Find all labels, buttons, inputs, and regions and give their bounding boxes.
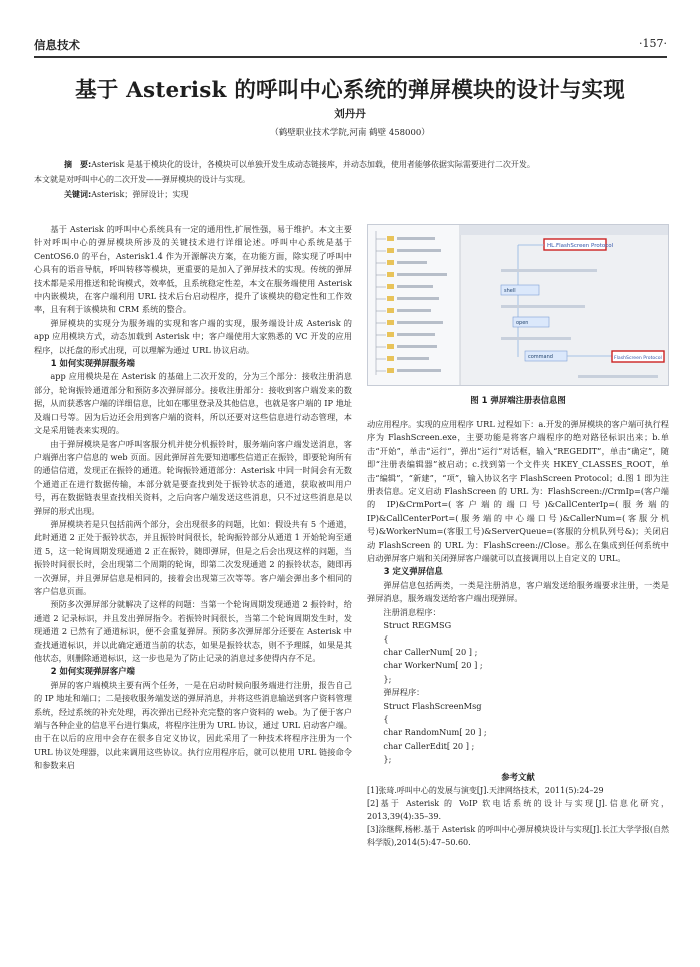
fig-label-shell: shell: [504, 288, 516, 294]
intro-paragraph-2: 弹屏模块的实现分为服务端的实现和客户端的实现，服务端设计成 Asterisk 的 app 应用模块方式，动态加载到 Asterisk 中；客户端使用大家熟悉的 VC 开发的应用程序，以托盘的形式出现，可以理解为通过 URL 协议启动。: [34, 317, 352, 355]
code-line: char CallerEdit[ 20 ] ;: [383, 740, 475, 751]
keywords-label: 关键词:: [64, 190, 92, 199]
abstract-line-1: [34, 157, 667, 172]
author: 刘丹丹: [334, 108, 366, 120]
section1-paragraph-4: 预防多次弹屏部分就解决了这样的问题：当第一个轮询周期发现通道 2 振铃时，给通道 2 记录标识，并且发出弹屏指令。若振铃时间很长，当第二个轮询周期发生时，发现通道 2 已然有了通道标识，便不会重复弹屏。预防多次弹屏部分还要在 Asterisk 中查找通道标识，并以此确定通道当前的状态，如果是振铃状态，则不予理睬，如果是其他状态，则删除通道标识，这一步也是为了防止记录的消息过多使得内存不足。: [34, 599, 352, 663]
abstract-block: [34, 157, 667, 202]
section1-paragraph-2: 由于弹屏模块是客户呼叫客服分机并使分机振铃时，服务端向客户端发送消息，客户端弹出客户信息的 web 页面。因此弹屏首先要知道哪些信道正在振铃，即要轮询所有的通信信道，发现正在振铃的通道。轮询振铃通道部分：Asterisk 中同一时间会有无数个通道正在进行数据传输，本部分就是要查找到处于振铃状态的通道，获取被叫用户号，再在数据链表里查找相关资料，之后向客户端发送这些消息，只不过这些消息是以弹屏的形式出现。: [34, 438, 352, 516]
code-line: char WorkerNum[ 20 ] ;: [383, 660, 483, 671]
section-heading-3: 3 定义弹屏信息: [383, 566, 443, 577]
figure-caption: 图 1 弹屏端注册表信息图: [470, 395, 566, 405]
code-line: char CallerNum[ 20 ] ;: [383, 646, 478, 657]
right-column: [367, 418, 669, 849]
registry-screenshot-figure: [367, 224, 669, 386]
paper-title: 基于 Asterisk 的呼叫中心系统的弹屏模块的设计与实现: [75, 78, 625, 103]
code-line: {: [383, 713, 389, 724]
section1-paragraph-1: app 应用模块是在 Asterisk 的基础上二次开发的，分为三个部分：接收注册消息部分，轮询振铃通道部分和预防多次弹屏部分。接收注册部分：接收到客户端发来的数据，从而获悉客户端的详细信息，比如在哪里登录及其他信息，也就是客户端的 IP 地址及端口号等。因为后边还会用到客户端的资料，所以还要对这些信息进行动态管理，本文是采用链表来实现的。: [34, 371, 352, 436]
code-line: char RandomNum[ 20 ] ;: [383, 727, 487, 738]
page-number: ·157·: [639, 37, 667, 50]
abstract-text-1: Asterisk 是基于模块化的设计，各模块可以单独开发生成动态链接库，并动态加载，使用者能够依据实际需要进行二次开发。: [91, 160, 535, 169]
fig-label-protocol-right: FlashScreen Protocol: [614, 356, 662, 361]
keywords-line: [34, 187, 667, 202]
code-line: 注册消息程序：: [383, 606, 441, 617]
registry-editor-image: [368, 225, 669, 386]
reference-item: [2]基于 Asterisk 的 VoIP 软电话系统的设计与实现[J].信息化研究，2013,39(4):35–39.: [367, 798, 669, 821]
code-line: Struct REGMSG: [383, 620, 452, 631]
fig-label-protocol: HL.FlashScreen Protocol: [547, 243, 614, 249]
affiliation: （鹤壁职业技术学院,河南 鹤壁 458000）: [270, 128, 430, 138]
code-line: };: [383, 754, 392, 765]
journal-name: 信息技术: [34, 38, 80, 52]
fig-label-open: open: [516, 320, 529, 326]
section2-paragraph-1: 弹屏的客户端模块主要有两个任务，一是在启动时候向服务端进行注册，报告自己的 IP 地址和端口；二是接收服务端发送的弹屏消息，并将这些消息输送到客户资料管理系统，经过系统的补充处理，再次弹出已经补充完整的客户资料的 web。为了便于客户端与各种企业的信息平台进行集成，将程序注册为 URL 协议，通过 URL 启动客户端。由于在以后的应用中会存在很多自定义协议，因此采用了一种技术将程序注册为一个 URL 协议处理器，以此来调用这些协议。执行应用程序后，就可以使用 URL 链接命令和参数来启: [34, 679, 352, 771]
section1-paragraph-3: 弹屏模块若是只包括前两个部分，会出现很多的问题，比如：假设共有 5 个通道，此时通道 2 正处于振铃状态，并且振铃时间很长，轮询振铃部分从通道 1 开始轮询至通道 5，这一轮询周期发现通道 2 正在振铃，随即弹屏，但是之后会出现这样的问题，当振铃时间很长时，会出现第二个周期的轮询，即第二次发现通道 2 的振铃状态，随即再一次弹屏，并且弹屏信息是相同的，接着会出现第三次等等。客户端会弹出多个相同的客户信息页面。: [34, 518, 352, 596]
code-line: {: [383, 633, 389, 644]
references-title: 参考文献: [501, 771, 535, 782]
fig-label-command: command: [528, 354, 553, 360]
section2-paragraph-1-continued: 动应用程序。实现的应用程序 URL 过程如下：a.开发的弹屏模块的客户端可执行程序为 FlashScreen.exe，主要功能是将客户端程序的绝对路径标识出来；b.单击“开始”，单击“运行”，弹出“运行”对话框，输入“REGEDIT”，单击“确定”，随即“注册表编辑器”被启动；c.找到第一个文件夹 HKEY_CLASSES_ROOT，单击“编辑”，“新建”，“项”，输入协议名字 FlashScreen Protocol；d.图 1 即为注册表信息。定义启动 FlashScreen 的 URL 为：FlashScreen://CrmIp=(客户端的 IP)&CrmPort=(客户端的端口号)&CallCenterIp=(服务端的 IP)&CallCenterPort=(服务端的中心端口号)&CallerNum=(客服分机号)&WorkerNum=(客服工号)&ServerQueue=(客服的分机队列号&)；关闭启动 FlashScreen 的 URL 为：FlashScreen://Close。那么在集成到任何系统中启动弹屏客户端和关闭弹屏客户端就可以直接调用以上自定义的 URL。: [367, 419, 669, 564]
section3-paragraph-1: 弹屏信息包括两类，一类是注册消息，客户端发送给服务端要求注册，一类是弹屏消息，服务端发送给客户端出现弹屏。: [367, 579, 669, 604]
header-rule: [34, 56, 667, 58]
abstract-label: 摘 要:: [64, 160, 92, 169]
reference-item: [3]涂继辉,杨彬.基于 Asterisk 的呼叫中心弹屏模块设计与实现[J].长江大学学报(自然科学版),2014(5):47–50.60.: [367, 824, 669, 847]
intro-paragraph-1: 基于 Asterisk 的呼叫中心系统具有一定的通用性,扩展性强，易于维护。本文主要针对呼叫中心的弹屏模块所涉及的关键技术进行详细论述。呼叫中心系统是基于 CentOS6.0 的平台，Asterisk1.4 作为开源解决方案，在功能方面，除实现了呼叫中心具有的语音导航，呼叫转移等模块，更重要的是加入了弹屏技术的实现。传统的弹屏技术都是采用推送和轮询模式，效率低，且系统稳定性差，本文在服务端使用 Asterisk 中内嵌模块，在客户端利用 URL 技术后台启动程序，提升了该模块的稳定性和工作效率，且有利于该模块和 CRM 系统的整合。: [34, 224, 352, 315]
section-heading-2: 2 如何实现弹屏客户端: [50, 666, 135, 677]
keywords: Asterisk；弹屏设计；实现: [91, 190, 189, 199]
code-line: };: [383, 673, 392, 684]
reference-item: [1]张琦.呼叫中心的发展与演变[J].天津网络技术，2011(5):24–29: [367, 785, 604, 795]
left-column: [34, 223, 352, 773]
section-heading-1: 1 如何实现弹屏服务端: [50, 358, 135, 369]
code-line: 弹屏程序：: [383, 687, 425, 698]
abstract-text-2: 本文就是对呼叫中心的二次开发——弹屏模块的设计与实现。: [34, 175, 250, 184]
code-line: Struct FlashScreenMsg: [383, 700, 482, 711]
